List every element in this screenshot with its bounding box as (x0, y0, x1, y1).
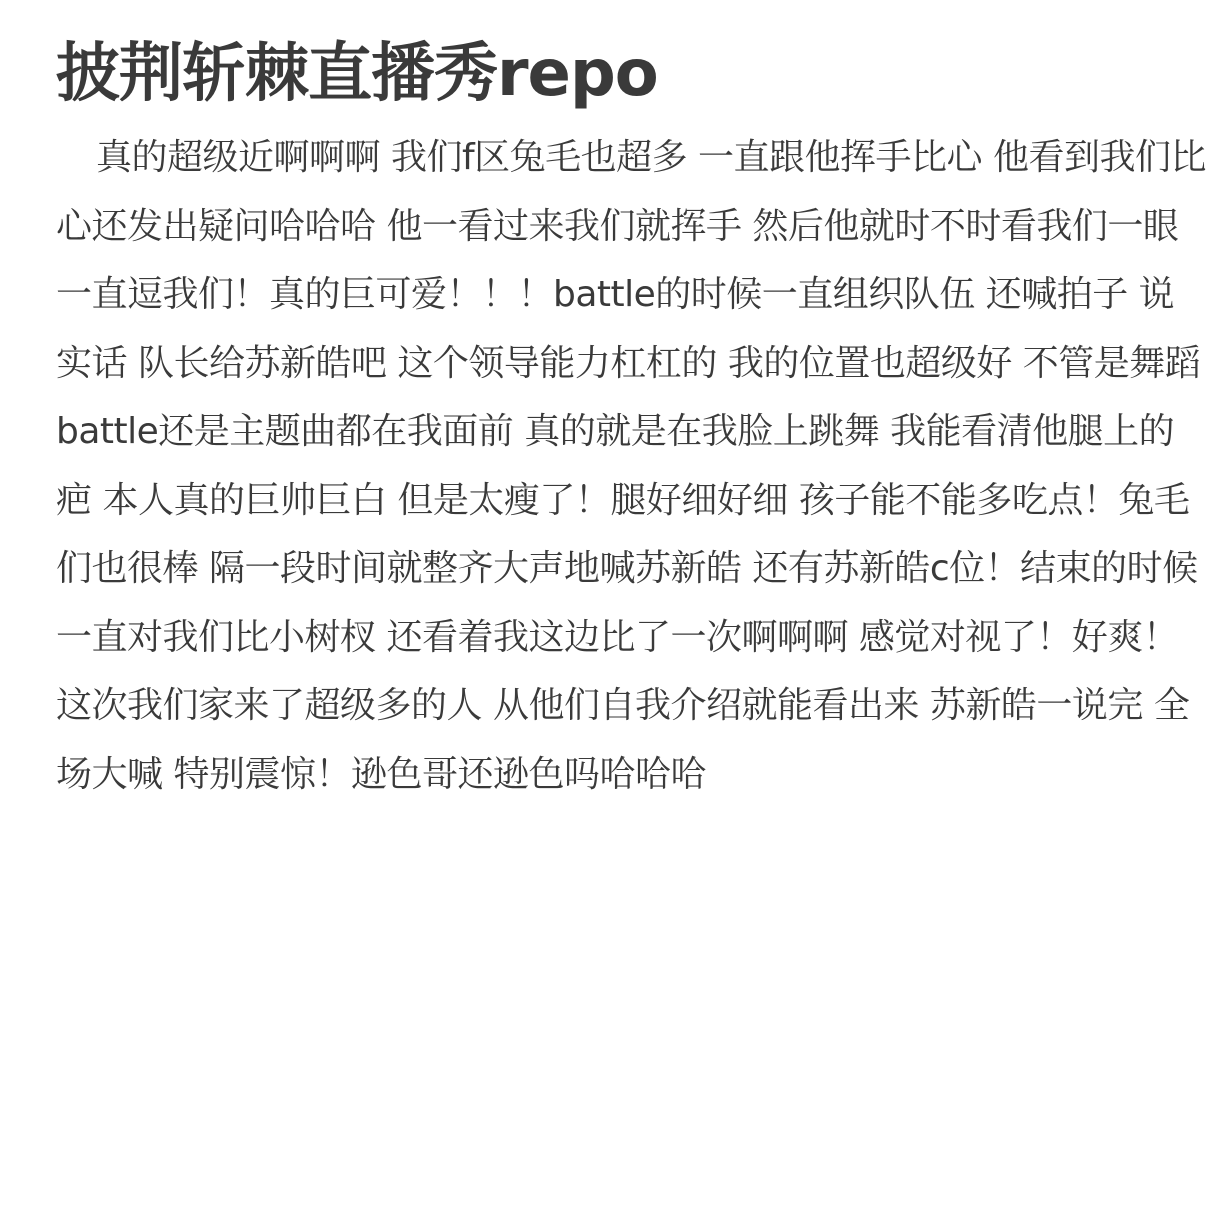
post-container (56, 28, 1206, 809)
post-body-text: 真的超级近啊啊啊 我们f区兔毛也超多 一直跟他挥手比心 他看到我们比心还发出疑问哈哈哈 他一看过来我们就挥手 然后他就时不时看我们一眼 一直逗我们！真的巨可爱！！！battle的时候一直组织队伍 还喊拍子 说实话 队长给苏新皓吧 这个领导能力杠杠的 我的位置也超级好 不管是舞蹈battle还是主题曲都在我面前 真的就是在我脸上跳舞 我能看清他腿上的疤 本人真的巨帅巨白 但是太瘦了！腿好细好细 孩子能不能多吃点！兔毛们也很棒 隔一段时间就整齐大声地喊苏新皓 还有苏新皓c位！结束的时候一直对我们比小树杈 还看着我这边比了一次啊啊啊 感觉对视了！好爽！这次我们家来了超级多的人 从他们自我介绍就能看出来 苏新皓一说完 全场大喊 特别震惊！逊色哥还逊色吗哈哈哈 (56, 137, 1207, 795)
post-title: 披荆斩棘直播秀repo (56, 37, 658, 111)
